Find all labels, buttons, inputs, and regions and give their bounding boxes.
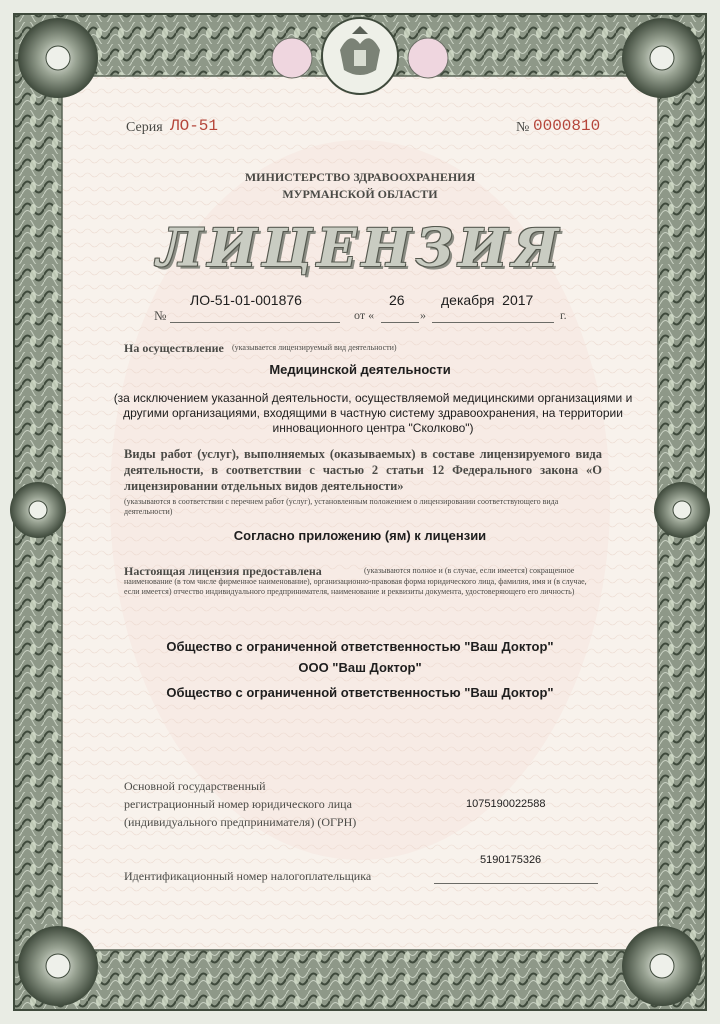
license-number: ЛО-51-01-001876 — [190, 292, 302, 308]
quote-close: » — [420, 308, 426, 322]
activity-exclusion: (за исключением указанной деятельности, осуществляемой медицинскими организациями и другими организациями, входящими в частную систему здравоохранения, на территории инновационного центра "Сколково") — [113, 391, 633, 435]
works-text: Виды работ (услуг), выполняемых (оказываемых) в составе лицензируемого вида деятельности, в соответствии с частью 2 статьи 12 Федерального закона «О лицензировании отдельных видов деятельности» — [124, 447, 602, 493]
license-month-year: декабря 2017 — [441, 292, 534, 308]
ogrn-label-line3: (индивидуального предпринимателя) (ОГРН) — [124, 815, 357, 829]
licensee-short-name: ООО "Ваш Доктор" — [298, 660, 422, 675]
activity-note: (указывается лицензируемый вид деятельности) — [232, 343, 397, 352]
corner-rosette-tl — [18, 18, 98, 98]
coat-of-arms-emblem — [322, 18, 398, 94]
licensee-note: (указываются полное и (в случае, если имеется) сокращенное наименование (в том числе фирменное наименование), организационно-правовая форма юридического лица, фамилия, имя и (в случае, если имеется) отчество индивидуального предпринимателя, наименование и реквизиты документа, удостоверяющего его личность) — [124, 566, 587, 596]
license-day: 26 — [389, 292, 405, 308]
corner-rosette-bl — [18, 926, 98, 1006]
document-title: ЛИЦЕНЗИЯ — [156, 218, 564, 279]
serial-number: 0000810 — [533, 117, 601, 135]
licensee-label: Настоящая лицензия предоставлена — [124, 564, 322, 578]
inn-underline — [434, 883, 598, 884]
corner-rosette-tr — [622, 18, 702, 98]
licensee-brand-name: Общество с ограниченной ответственностью "Ваш Доктор" — [166, 685, 554, 700]
ogrn-value: 1075190022588 — [466, 798, 546, 810]
ogrn-label-line2: регистрационный номер юридического лица — [124, 797, 352, 811]
year-suffix: г. — [560, 308, 567, 322]
activity-label: На осуществление — [124, 341, 224, 355]
number-sign: № — [516, 120, 530, 135]
corner-rosette-br — [622, 926, 702, 1006]
license-number-sign: № — [154, 308, 167, 323]
licensee-full-name: Общество с ограниченной ответственностью "Ваш Доктор" — [166, 639, 554, 654]
series-label: Серия — [126, 120, 163, 135]
month-underline — [432, 322, 554, 323]
ministry-line1: МИНИСТЕРСТВО ЗДРАВООХРАНЕНИЯ — [244, 170, 476, 184]
series-value: ЛО-51 — [170, 117, 219, 135]
inn-value: 5190175326 — [480, 854, 542, 866]
activity-value: Медицинской деятельности — [269, 362, 451, 377]
ogrn-label-line1: Основной государственный — [124, 779, 266, 793]
day-underline — [381, 322, 419, 323]
from-label: от « — [354, 308, 375, 322]
inn-label: Идентификационный номер налогоплательщика — [124, 869, 372, 883]
ministry-line2: МУРМАНСКОЙ ОБЛАСТИ — [282, 187, 438, 201]
works-note: (указываются в соответствии с перечнем работ (услуг), установленным положением о лицензировании соответствующего вида деятельности) — [124, 497, 559, 516]
license-number-underline — [170, 322, 340, 323]
works-value: Согласно приложению (ям) к лицензии — [233, 528, 487, 543]
